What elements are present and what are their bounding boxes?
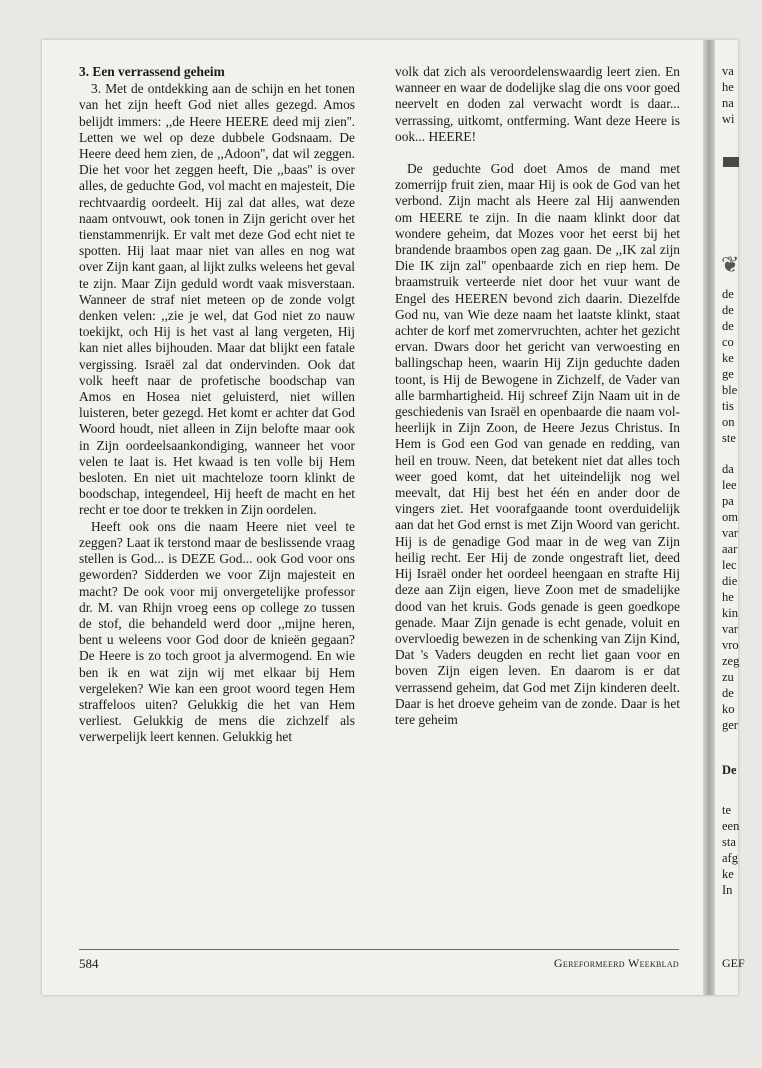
paragraph: De geduchte God doet Amos de mand met zomerrijp fruit zien, maar Hij is ook de God van het verbond. Zijn macht als Heere zal Hij aanwenden om HEERE te zijn. In die naam klinkt door dat wondere geheim, dat Mozes voor het eerst bij het brandende braambos open zag gaan. De ,,IK zal zijn Die IK zijn zal'' openbaarde zich en riep hem. De braamstruik verteerde niet door het vuur want de Engel des HEEREN bevond zich daarin. Diezelfde God nu, van Wie deze naam het laatste klinkt, staat achter de korf met zomervruchten, achter het gezicht ervan. Dwars door het gericht van verwoesting en ballingschap heen, waarin Hij Zijn geduchte daden toont, is Hij de Bewogene in Zichzelf, de Vader van alle barmhartigheid. Hij schreef Zijn Naam uit in de geschiedenis van Israël en openbaarde die naam vol-heerlijk in Zijn Zoon, de Heere Jezus Christus. In Hem is God een God van genade en redding, van heil en trouw. Neen, dat betekent niet dat alles toch weer goed komt, dat het uiteindelijk nog wel meevalt, dat Hij best het één en ander door de vingers ziet. Het voorafgaande toont overduidelijk aan dat het God ernst is met Zijn Woord van gericht. Hij is de genadige God maar in de weg van Zijn heilig recht. Eer Hij de zonde ongestraft liet, deed Hij Israël onder het oordeel heengaan en strafte Hij deze aan Zijn eigen, lieve Zoon met de smadelijke dood van het kruis. Gods genade is geen goedkope genade. Maar Zijn genade is echt genade, voluit en overvloedig bewezen in de schenking van Zijn Kind, Dat 's Vaders deugden en recht liet gaan voor en boven Zijn eigen leven. En daarom is er dat verrassend geheim, dat God met Zijn kinderen deelt. Daar is het droeve geheim van de zonde. Daar is het tere geheim	[395, 161, 680, 727]
text-fragment: ger	[722, 718, 738, 732]
text-fragment: ke	[722, 351, 734, 365]
text-fragment: da	[722, 462, 734, 476]
text-fragment: co	[722, 335, 734, 349]
text-fragment: kin	[722, 606, 738, 620]
text-fragment: sta	[722, 835, 736, 849]
text-fragment: on	[722, 415, 735, 429]
footer-rule	[79, 949, 679, 950]
text-fragment: pa	[722, 494, 734, 508]
dark-bar	[723, 157, 739, 167]
text-fragment: var	[722, 526, 738, 540]
text-fragment: een	[722, 819, 740, 833]
text-fragment: De	[722, 763, 737, 777]
text-fragment: de	[722, 287, 734, 301]
text-fragment: ke	[722, 867, 734, 881]
right-page-edge	[715, 40, 745, 995]
column-1	[79, 64, 355, 746]
text-fragment: om	[722, 510, 738, 524]
text-fragment: wi	[722, 112, 735, 126]
text-fragment: de	[722, 303, 734, 317]
text-fragment: ko	[722, 702, 735, 716]
book-gutter	[703, 40, 715, 995]
paragraph: volk dat zich als veroordelenswaardig leert zien. En wanneer en waar de dodelijke slag die ons voor goed neervelt en doden zal verwacht wordt is daar... verrassing, uitkomt, ontferming. Want deze Heere is ook... HEERE!	[395, 64, 680, 144]
text-fragment: va	[722, 64, 734, 78]
text-fragment: te	[722, 803, 732, 817]
text-fragment: lec	[722, 558, 737, 572]
left-page	[42, 40, 705, 995]
text-fragment: In	[722, 883, 733, 897]
text-fragment: tis	[722, 399, 734, 413]
text-fragment: he	[722, 80, 734, 94]
column-2	[395, 64, 680, 728]
text-fragment: ble	[722, 383, 738, 397]
text-fragment: ste	[722, 431, 736, 445]
text-fragment: afg	[722, 851, 738, 865]
running-head-fragment: GEF	[722, 956, 745, 970]
text-fragment: na	[722, 96, 734, 110]
running-head: Gereformeerd Weekblad	[553, 956, 679, 970]
text-fragment: de	[722, 319, 734, 333]
ornament-icon: ❦	[721, 252, 740, 277]
text-fragment: zeg	[722, 654, 740, 668]
section-title: 3. Een verrassend geheim	[79, 64, 225, 79]
text-fragment: var	[722, 622, 738, 636]
text-fragment: de	[722, 686, 734, 700]
text-fragment: die	[722, 574, 738, 588]
text-fragment: he	[722, 590, 734, 604]
page-number: 584	[79, 956, 99, 971]
text-fragment: vro	[722, 638, 739, 652]
paragraph: 3. Met de ontdekking aan de schijn en het tonen van het zijn heeft God niet alles gezegd. Amos belijdt immers: ,,de Heere HEERE deed mij zien''. Letten we wel op deze dubbele Godsnaam. De Heere deed hem zien, de ,,Adoon'', dat wil zeggen. Die het voor het zeggen heeft, Die ,,baas'' is over alles, de geduchte God, vol macht en majesteit, Die rechtvaardig oordeelt. Hij zal dat alles, wat deze naam ontvouwt, ook tonen in Zijn gericht over het tienstammenrijk. Er valt met deze God echt niet te spotten. Hij laat maar niet van alles en nog wat over Zijn kant gaan, al lijkt zulks weleens het geval te zijn. Maar Zijn geduld wordt vaak misverstaan. Wanneer de straf niet meteen op de zonde volgt denken velen: ,,zie je wel, dat God niet zo nauw toekijkt, och Hij is het vast al lang vergeten, Hij kan niet alles bijhouden. Maar dat blijkt een fatale vergissing. Israël zal dat ondervinden. Ook dat volk heeft naar de profetische boodschap van Amos en Hosea niet geluisterd, niet willen luisteren, beter gezegd. Het komt er achter dat God Woord houdt, niet alleen in Zijn belofte maar ook in Zijn oordeelsaankondiging, wanneer het voor velen te laat is. Het kwaad is ten volle bij Hem besloten. En niet uit machteloze toorn klinkt de boodschap, integendeel, Hij heeft de macht en het recht er toe door te trekken in Zijn oordelen.	[79, 81, 355, 518]
text-fragment: ge	[722, 367, 734, 381]
magazine-spread	[42, 40, 745, 995]
text-fragment: lee	[722, 478, 737, 492]
text-fragment: aar	[722, 542, 738, 556]
paragraph: Heeft ook ons die naam Heere niet veel te zeggen? Laat ik terstond maar de beslissende vraag stellen is God... is DEZE God... ook God voor ons geworden? Sidderden we voor Zijn majesteit en macht? De ook voor mij onvergetelijke professor dr. M. van Rhijn vroeg eens op college zo tussen de stof, die behandeld werd door ,,mijne heren, bent u weleens voor God door de knieën gegaan? De Heere is zo toch groot ja alvermogend. En wie ben ik en wat zijn wij met elkaar bij Hem vergeleken? Wie kan een groot woord tegen Hem straffeloos uiten? Gelukkig die het van Hem verliest. Gelukkig de mens die zichzelf als verwerpelijk leert kennen. Gelukkig het	[79, 518, 355, 745]
text-fragment: zu	[722, 670, 734, 684]
